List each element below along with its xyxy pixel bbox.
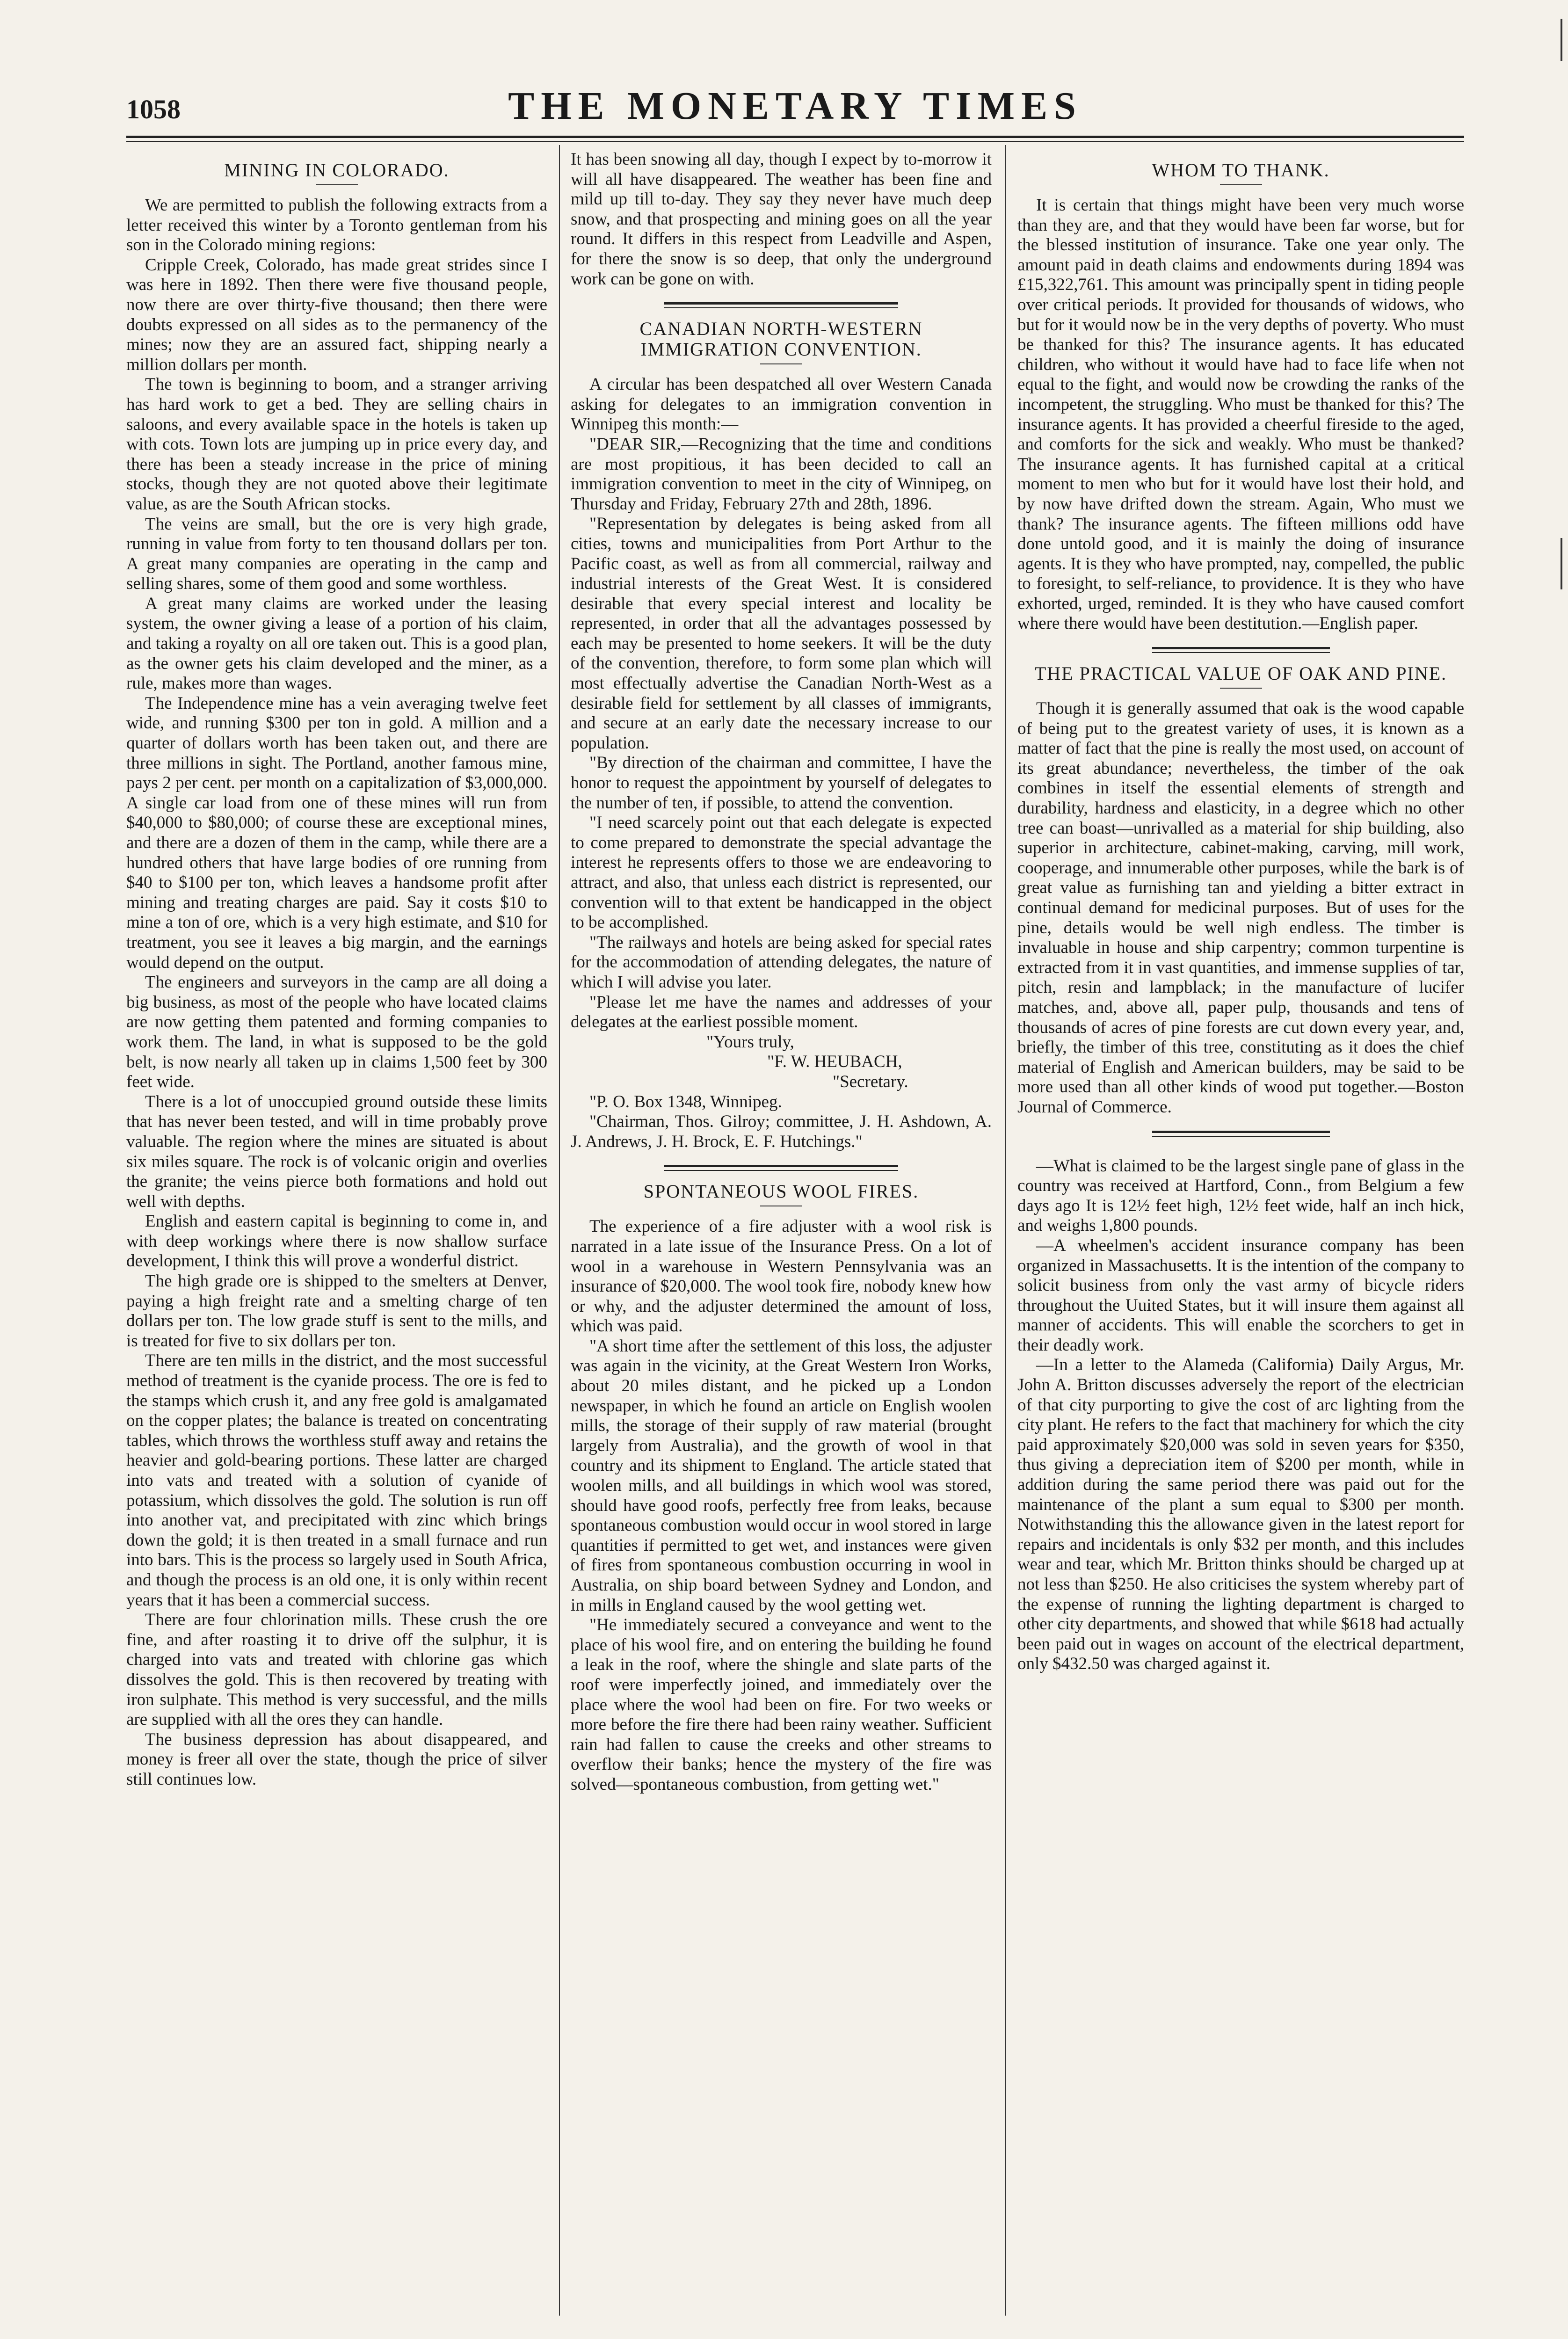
title-rule [1220,184,1262,185]
column-1 [126,150,547,1790]
article-title-immigration: CANADIAN NORTH-WESTERN IMMIGRATION CONVENTION. [639,318,923,360]
title-rule [316,184,358,185]
note-para: —What is claimed to be the largest single pane of glass in the country was received at Hartford, Conn., from Belgium a few days ago It is 12½ feet high, 12½ feet wide, half an inch hick, and weighs 1,800 pounds. [1017,1156,1464,1235]
mining-continued: It has been snowing all day, though I expect by to-morrow it will all have disappeared. The weather has been fine and mild up till to-day. They say they never have much deep snow, and that prospecting and mining goes on all the year round. It differs in this respect from Leadville and Aspen, for there the snow is so deep, that only the underground work can be gone on with. [571,150,992,289]
mining-para: We are permitted to publish the following extracts from a letter received this winter by a Toronto gentleman from his son in the Colorado mining regions: [126,196,547,255]
mining-para: The high grade ore is shipped to the smelters at Denver, paying a high freight rate and a smelting charge of ten dollars per ton. The low grade stuff is sent to the mills, and is treated for five to six dollars per ton. [126,1271,547,1351]
immigration-para: "The railways and hotels are being asked for special rates for the accommodation of attending delegates, the nature of which I will advise you later. [571,932,992,992]
mining-para: The business depression has about disappeared, and money is freer all over the state, though the price of silver still continues low. [126,1729,547,1789]
wool-para: "He immediately secured a conveyance and went to the place of his wool fire, and on entering the building he found a leak in the roof, where the shingle and slate parts of the roof were imperfectly joined, and immediately over the place where the wool had been on fire. For two weeks or more before the fire there had been rainy weather. Sufficient rain had fallen to cause the creeks and other streams to overflow their banks; hence the mystery of the fire was solved—spontaneous combustion, from getting wet." [571,1615,992,1794]
title-rule [760,363,802,364]
wool-para: The experience of a fire adjuster with a wool risk is narrated in a late issue of the Insurance Press. On a lot of wool in a warehouse in Western Pennsylvania was an insurance of $20,000. The wool took fire, nobody knew how or why, and the adjuster determined the amount of loss, which was paid. [571,1217,992,1336]
note-para: —A wheelmen's accident insurance company has been organized in Massachusetts. It is the intention of the company to solicit business from only the vast army of bicycle riders throughout the Uuited States, but it will insure them against all manner of accidents. This will enable the scorchers to get in their deadly work. [1017,1235,1464,1355]
section-rule [1152,1131,1330,1137]
page-number: 1058 [126,94,181,124]
title-rule [1220,688,1262,689]
spacer [1017,1143,1464,1156]
article-title-thank: WHOM TO THANK. [1152,160,1330,181]
section-rule [664,302,898,308]
mining-para: There are four chlorination mills. These crush the ore fine, and after roasting it to drive off the sulphur, it is charged into vats and treated with chlorine gas which dissolves the gold. This is then recovered by treating with iron sulphate. This method is very successful, and the mills are supplied with all the ores they can handle. [126,1610,547,1729]
immigration-para: "Please let me have the names and addresses of your delegates at the earliest possible moment. [571,992,992,1032]
mining-para: There is a lot of unoccupied ground outside these limits that has never been tested, and will in time probably prove valuable. The region where the mines are situated is about six miles square. The rock is of volcanic origin and overlies the granite; the veins pierce both formations and hold out well with depths. [126,1092,547,1211]
edge-mark [1561,19,1566,61]
mining-para: The veins are small, but the ore is very high grade, running in value from forty to ten thousand dollars per ton. A great many companies are operating in the camp and selling shares, some of them good and some worthless. [126,514,547,594]
letter-closing: "Yours truly, [706,1032,794,1052]
mining-para: A great many claims are worked under the leasing system, the owner giving a lease of a portion of his claim, and taking a royalty on all ore taken out. This is a good plan, as the owner gets his claim developed and the miner, as a rule, makes more than wages. [126,594,547,693]
column-divider [559,145,560,2316]
article-title-wool: SPONTANEOUS WOOL FIRES. [643,1181,919,1202]
article-title-mining: MINING IN COLORADO. [224,160,450,181]
mining-para: Cripple Creek, Colorado, has made great strides since I was here in 1892. Then there were five thousand people, now there are over thirty-five thousand; then there were doubts expressed on all sides as to the permanency of the mines; now they are an assured fact, shipping nearly a million dollars per month. [126,255,547,374]
column-divider [1005,145,1006,2316]
immigration-para: "By direction of the chairman and committee, I have the honor to request the appointment by yourself of delegates to the number of ten, if possible, to attend the convention. [571,753,992,813]
letter-signer: "F. W. HEUBACH, [767,1052,902,1072]
column-2 [571,150,992,1795]
column-3 [1017,150,1464,1674]
immigration-para: "DEAR SIR,—Recognizing that the time and conditions are most propitious, it has been decided to call an immigration convention to meet in the city of Winnipeg, on Thursday and Friday, February 27th and 28th, 1896. [571,434,992,514]
mining-para: English and eastern capital is beginning to come in, and with deep workings where there is now shallow surface development, I think this will prove a wonderful district. [126,1212,547,1271]
immigration-para: A circular has been despatched all over Western Canada asking for delegates to an immigration convention in Winnipeg this month:— [571,375,992,434]
header-rule [126,136,1464,138]
section-rule [664,1165,898,1171]
letter-po-box: "P. O. Box 1348, Winnipeg. [589,1092,782,1111]
edge-mark [1561,538,1566,589]
mining-para: The Independence mine has a vein averaging twelve feet wide, and running $300 per ton in gold. A million and a quarter of dollars worth has been taken out, and there are three millions in sight. The Portland, another famous mine, pays 2 per cent. per month on a capitalization of $3,000,000. A single car load from one of these mines will run from $40,000 to $80,000; of course these are exceptional mines, and there are a dozen of them in the camp, while there are a hundred others that have large bodies of ore running from $40 to $100 per ton, which leaves a handsome profit after mining and treating charges are paid. Say it costs $10 to mine a ton of ore, which is a very high estimate, and $10 for treatment, you see it leaves a big margin, and the earnings would depend on the output. [126,693,547,972]
mining-para: The engineers and surveyors in the camp are all doing a big business, as most of the people who have located claims are now getting them patented and forming companies to work them. The land, in what is supposed to be the gold belt, is now nearly all taken up in claims 1,500 feet by 300 feet wide. [126,973,547,1092]
header-rule-thin [126,141,1464,142]
immigration-para: "Representation by delegates is being asked from all cities, towns and municipalities from Port Arthur to the Pacific coast, as well as from all commercial, railway and industrial interests of the Great West. It is considered desirable that every special interest and locality be represented, in order that all the advantages possessed by each may be presented to home seekers. It will be the duty of the convention, therefore, to form some plan which will most effectually advertise the Canadian North-West as a desirable field for settlement by all classes of immigrants, and secure at an early date the necessary increase to our population. [571,514,992,753]
letter-signer-title: "Secretary. [833,1072,908,1091]
masthead-title: THE MONETARY TIMES [508,84,1082,128]
mining-para: The town is beginning to boom, and a stranger arriving has hard work to get a bed. They are selling chairs in saloons, and every available space in the hotels is taken up with cots. Town lots are jumping up in price every day, and there has been a steady increase in the price of mining stocks, though they are not quoted above their legitimate value, as are the South African stocks. [126,375,547,514]
wool-para: "A short time after the settlement of this loss, the adjuster was again in the vicinity, at the Great Western Iron Works, about 20 miles distant, and he picked up a London newspaper, in which he found an article on English woolen mills, the storage of their supply of raw material (brought largely from Australia), and the growth of wool in that country and its shipment to England. The article stated that woolen mills, and all buildings in which wool was stored, should have good roofs, perfectly free from leaks, because spontaneous combustion would occur in wool stored in large quantities if permitted to get wet, and instances were given of fires from spontaneous combustion occurring in wool in Australia, on ship board between Sydney and London, and in mills in England caused by the wool getting wet. [571,1336,992,1615]
mining-para: There are ten mills in the district, and the most successful method of treatment is the cyanide process. The ore is fed to the stamps which crush it, and any free gold is amalgamated on the copper plates; the balance is treated on concentrating tables, which throws the worthless stuff away and retains the heavier and gold-bearing portions. These latter are charged into vats and treated with a solution of cyanide of potassium, which dissolves the gold. The solution is run off into another vat, and precipitated with zinc which brings down the gold; it is then treated in a small furnace and run into bars. This is the process so largely used in South Africa, and though the process is an old one, it is only within recent years that it has been a commercial success. [126,1351,547,1610]
thank-para: It is certain that things might have been very much worse than they are, and that they would have been far worse, but for the blessed institution of insurance. Take one year only. The amount paid in death claims and endowments during 1894 was £15,322,761. This amount was principally spent in tiding people over critical periods. It provided for thousands of widows, who but for it would now be in the very depths of poverty. Who must be thanked for this? The insurance agents. It has educated children, who without it would have had to face life when not equal to the fight, and would now be crowding the ranks of the incompetent, the struggling. Who must be thanked for this? The insurance agents. It has provided a cheerful fireside to the aged, and comforts for the sick and weakly. Who must be thanked? The insurance agents. It has furnished capital at a critical moment to men who but for it would have lost their hold, and by now have drifted down the stream. Again, Who must we thank? The insurance agents. The fifteen millions odd have done untold good, and it is mainly the doing of insurance agents. It is they who have prompted, nay, compelled, the public to foresight, to self-reliance, to providence. It is they who have exhorted, urged, reminded. It is they who have caused comfort where there would have been destitution.—English paper. [1017,196,1464,633]
immigration-para: "I need scarcely point out that each delegate is expected to come prepared to demonstrate the special advantage the interest he represents offers to those we are endeavoring to attract, and also, that unless each district is represented, our convention will to that extent be handicapped in the object to be accomplished. [571,813,992,932]
section-rule [1152,647,1330,653]
article-title-oak: THE PRACTICAL VALUE OF OAK AND PINE. [1034,663,1447,684]
note-para: —In a letter to the Alameda (California) Daily Argus, Mr. John A. Britton discusses adversely the report of the electrician of that city purporting to give the cost of arc lighting from the city plant. He refers to the fact that machinery for which the city paid approximately $20,000 was sold in seven years for $350, thus giving a depreciation item of $200 per month, while in addition during the same period there was paid out for the maintenance of the plant a sum equal to $300 per month. Notwithstanding this the allowance given in the latest report for repairs and incidentals is only $32 per month, and this includes wear and tear, which Mr. Britton thinks should be charged up at not less than $250. He also criticises the system whereby part of the expense of running the lighting department is charged to other city departments, and showed that while $618 had actually been paid out in wages on account of the electrical department, only $432.50 was charged against it. [1017,1355,1464,1674]
page-header [126,80,1464,131]
oak-para: Though it is generally assumed that oak is the wood capable of being put to the greatest variety of uses, it is known as a matter of fact that the pine is really the most used, on account of its great abundance; nevertheless, the timber of the oak combines in itself the essential elements of strength and durability, hardness and elasticity, in a degree which no other tree can boast—unrivalled as a material for ship building, also superior in architecture, cabinet-making, carving, mill work, cooperage, and innumerable other purposes, while the bark is of great value as furnishing tan and yielding a bitter extract in continual demand for medicinal purposes. But of uses for the pine, details would be well nigh endless. The timber is invaluable in house and ship carpentry; common turpentine is extracted from it in vast quantities, and immense supplies of tar, pitch, resin and lampblack; in the manufacture of lucifer matches, and, above all, paper pulp, thousands and tens of thousands of acres of pine forests are cut down every year, and, briefly, the timber of this tree, constituting as it does the chief material of English and American builders, may be said to be more used than all other kinds of wood put together.—Boston Journal of Commerce. [1017,699,1464,1117]
letter-chairman: "Chairman, Thos. Gilroy; committee, J. H. Ashdown, A. J. Andrews, J. H. Brock, E. F. Hutchings." [571,1112,992,1151]
